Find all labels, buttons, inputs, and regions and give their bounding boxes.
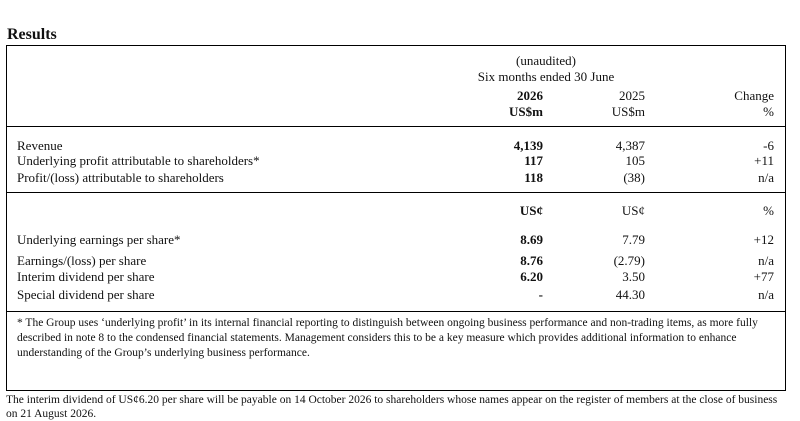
row-current: 118 [524, 170, 543, 185]
row-change: n/a [758, 287, 774, 302]
row-prior: 105 [625, 153, 645, 168]
row-label: Underlying earnings per share* [17, 232, 181, 247]
dividend-note: The interim dividend of US¢6.20 per share will be payable on 14 October 2026 to shareholders whose names appear on the register of members at the close of business on 21 August 2026. [6, 394, 778, 420]
unit-prior-header: US$m [611, 104, 645, 119]
subheader-unit-current: US¢ [519, 203, 543, 218]
unaudited-label: (unaudited) [516, 53, 576, 68]
divider [7, 126, 785, 127]
row-label: Revenue [17, 138, 63, 153]
row-current: 117 [524, 153, 543, 168]
divider [7, 192, 785, 193]
row-prior: (38) [623, 170, 645, 185]
results-table [6, 45, 786, 391]
row-change: +12 [753, 232, 774, 247]
row-label: Underlying profit attributable to shareholders* [17, 153, 260, 168]
subheader-unit-prior: US¢ [621, 203, 645, 218]
row-current: 4,139 [513, 138, 543, 153]
year-prior-header: 2025 [619, 88, 645, 103]
change-header: Change [734, 88, 774, 103]
row-label: Special dividend per share [17, 287, 155, 302]
period-label: Six months ended 30 June [477, 69, 615, 84]
row-current: 8.76 [520, 253, 543, 268]
row-change: n/a [758, 170, 774, 185]
unit-change-header: % [763, 104, 774, 119]
row-current: 8.69 [520, 232, 543, 247]
row-prior: (2.79) [613, 253, 645, 268]
row-prior: 4,387 [615, 138, 645, 153]
row-label: Earnings/(loss) per share [17, 253, 147, 268]
row-current: 6.20 [520, 269, 543, 284]
row-change: n/a [758, 253, 774, 268]
row-prior: 44.30 [615, 287, 645, 302]
row-label: Interim dividend per share [17, 269, 155, 284]
section-title: Results [7, 26, 57, 43]
row-change: +11 [754, 153, 774, 168]
divider [7, 311, 785, 312]
unit-current-header: US$m [509, 104, 543, 119]
row-current: - [538, 287, 543, 302]
row-change: -6 [763, 138, 774, 153]
row-prior: 3.50 [622, 269, 645, 284]
row-change: +77 [753, 269, 774, 284]
row-label: Profit/(loss) attributable to shareholders [17, 170, 224, 185]
row-prior: 7.79 [622, 232, 645, 247]
subheader-unit-change: % [763, 203, 774, 218]
year-current-header: 2026 [517, 88, 543, 103]
footnote: * The Group uses ‘underlying profit’ in its internal financial reporting to distinguish between ongoing business performance and non-trading items, as more fully described in note 8 to the condensed financial statements. Management considers this to be a key measure which provides additional information to enhance understanding of the Group’s underlying business performance. [17, 317, 758, 359]
